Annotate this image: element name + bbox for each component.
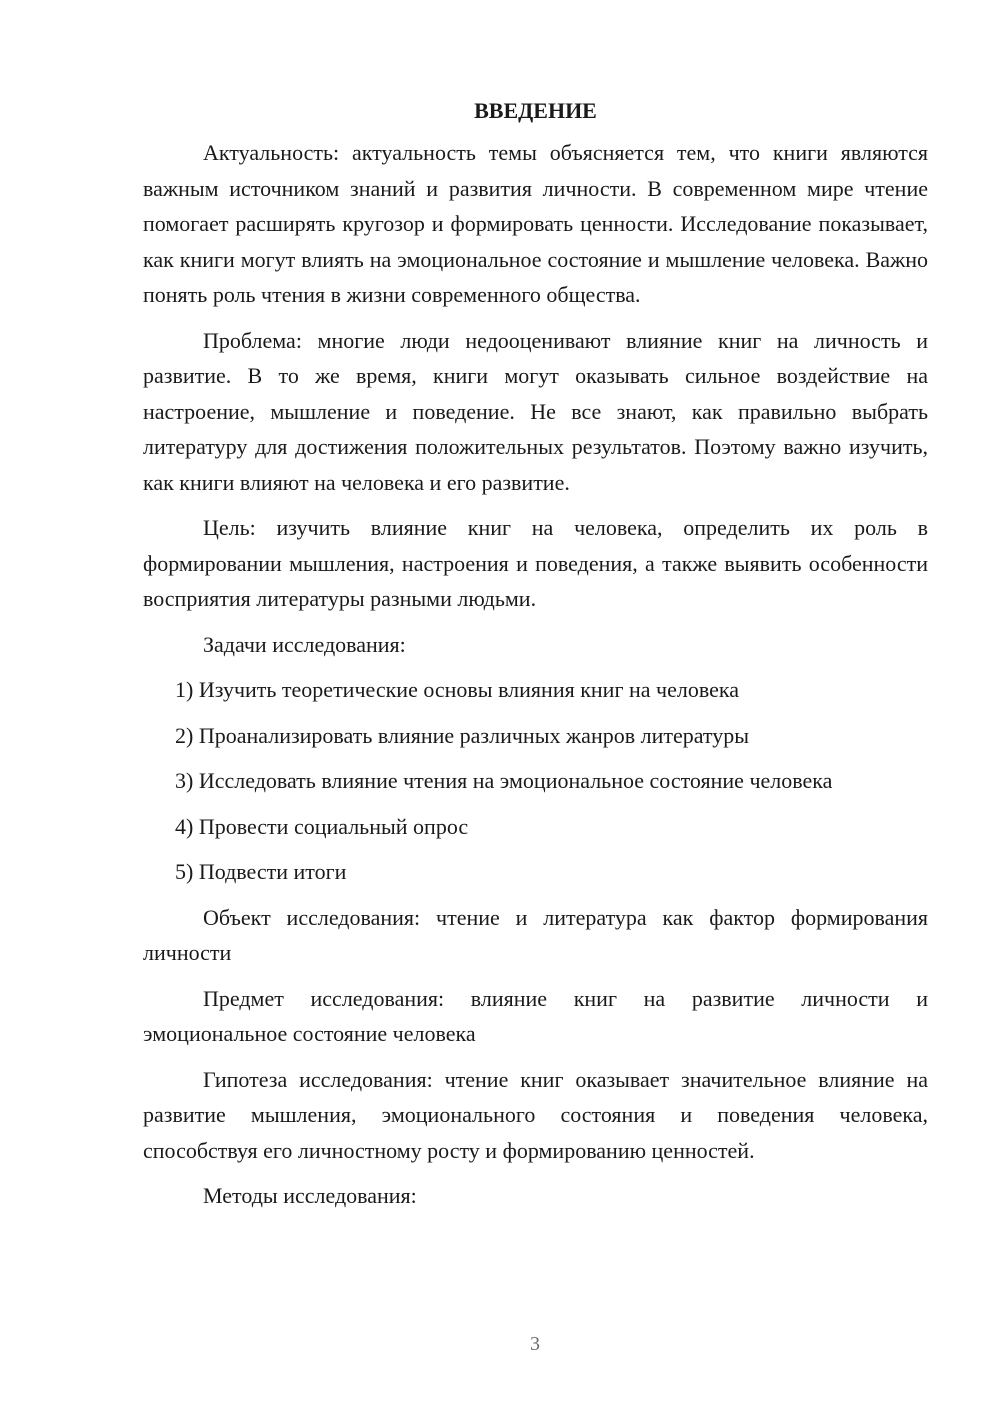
page-title: ВВЕДЕНИЕ <box>474 98 597 123</box>
paragraph-methods: Методы исследования: <box>203 1183 417 1208</box>
list-item: 3) Исследовать влияние чтения на эмоциональное состояние человека <box>175 768 833 793</box>
list-item: 5) Подвести итоги <box>175 859 347 884</box>
list-item: 4) Провести социальный опрос <box>175 813 469 839</box>
page-content <box>143 96 928 1224</box>
page-number: 3 <box>530 1333 540 1355</box>
paragraph-goal: Цель: изучить влияние книг на человека, определить их роль в формировании мышления, настроения и поведения, а также выявить особенности восприятия литературы разными людьми. <box>143 515 928 611</box>
paragraph-subject: Предмет исследования: влияние книг на развитие личности и эмоциональное состояние человека <box>143 985 928 1046</box>
paragraph-problem: Проблема: многие люди недооценивают влияние книг на личность и развитие. В то же время, книги могут оказывать сильное воздействие на настроение, мышление и поведение. Не все знают, как правильно выбрать литературу для достижения положительных результатов. Поэтому важно изучить, как книги влияют на человека и его развитие. <box>143 327 928 495</box>
paragraph-tasks-heading: Задачи исследования: <box>203 631 406 657</box>
paragraph-hypothesis: Гипотеза исследования: чтение книг оказывает значительное влияние на развитие мышления, эмоционального состояния и поведения человека, способствуя его личностному росту и формированию ценностей. <box>143 1066 928 1163</box>
paragraph-object: Объект исследования: чтение и литература как фактор формирования личности <box>143 904 928 965</box>
list-item: 2) Проанализировать влияние различных жанров литературы <box>175 722 750 748</box>
tasks-list <box>143 672 928 890</box>
list-item: 1) Изучить теоретические основы влияния книг на человека <box>175 677 739 702</box>
paragraph-relevance: Актуальность: актуальность темы объясняется тем, что книги являются важным источником знаний и развития личности. В современном мире чтение помогает расширять кругозор и формировать ценности. Исследование показывает, как книги могут влиять на эмоциональное состояние и мышление человека. Важно понять роль чтения в жизни современного общества. <box>143 140 928 307</box>
